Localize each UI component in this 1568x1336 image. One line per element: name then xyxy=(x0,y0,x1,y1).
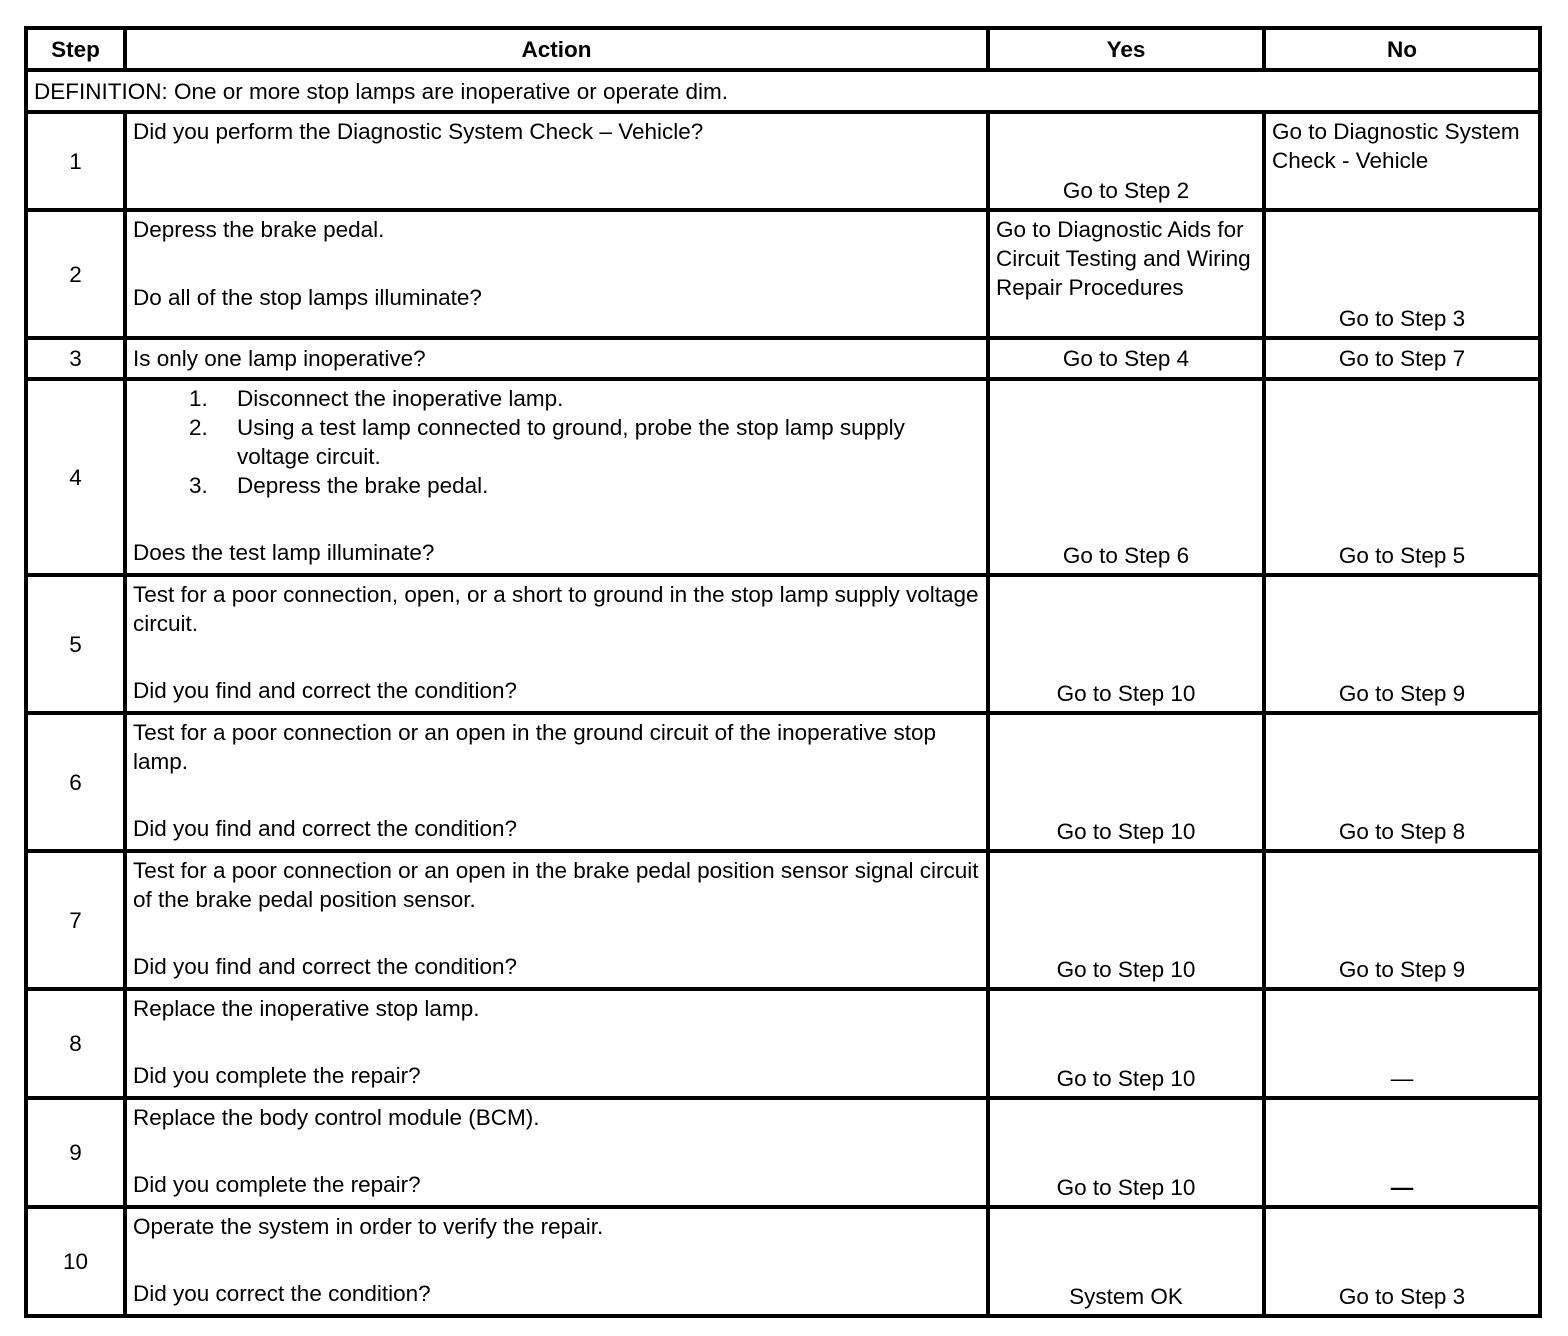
yes-result: Go to Step 10 xyxy=(988,1098,1264,1207)
diagnostic-table-wrapper xyxy=(24,26,1542,1318)
table-row xyxy=(26,112,1540,210)
header-yes: Yes xyxy=(988,28,1264,70)
action-text xyxy=(125,1098,988,1207)
substep-number: 1. xyxy=(189,386,208,411)
action-text xyxy=(125,379,988,575)
yes-result: Go to Step 6 xyxy=(988,379,1264,575)
no-result: Go to Step 9 xyxy=(1264,851,1540,989)
yes-result: Go to Step 10 xyxy=(988,851,1264,989)
substep-number: 2. xyxy=(189,415,208,440)
definition-row xyxy=(26,70,1540,112)
step-number: 3 xyxy=(26,338,125,379)
diagnostic-table xyxy=(24,26,1542,1318)
table-row xyxy=(26,575,1540,713)
substep-text: Disconnect the inoperative lamp. xyxy=(237,386,564,411)
no-result: Go to Diagnostic System Check - Vehicle xyxy=(1264,112,1540,210)
header-row xyxy=(26,28,1540,70)
action-text xyxy=(125,112,988,210)
yes-result: Go to Step 10 xyxy=(988,989,1264,1098)
table-row xyxy=(26,989,1540,1098)
action-instruction: Operate the system in order to verify the repair. xyxy=(133,1214,604,1239)
action-question: Did you find and correct the condition? xyxy=(133,954,517,979)
yes-result: Go to Step 10 xyxy=(988,713,1264,851)
substep-text: Depress the brake pedal. xyxy=(237,473,489,498)
step-number: 8 xyxy=(26,989,125,1098)
action-text xyxy=(125,851,988,989)
no-result: Go to Step 3 xyxy=(1264,1207,1540,1316)
substep-number: 3. xyxy=(189,473,208,498)
yes-result: Go to Step 2 xyxy=(988,112,1264,210)
action-text xyxy=(125,989,988,1098)
no-result: Go to Step 3 xyxy=(1264,210,1540,338)
step-number: 10 xyxy=(26,1207,125,1316)
no-result: Go to Step 9 xyxy=(1264,575,1540,713)
action-question: Did you find and correct the condition? xyxy=(133,678,517,703)
action-question: Is only one lamp inoperative? xyxy=(133,346,426,371)
action-text xyxy=(125,210,988,338)
list-item xyxy=(189,413,980,471)
step-number: 4 xyxy=(26,379,125,575)
action-question: Did you complete the repair? xyxy=(133,1172,421,1197)
action-instruction: Test for a poor connection or an open in the ground circuit of the inoperative stop lamp. xyxy=(133,720,937,774)
substep-text: Using a test lamp connected to ground, probe the stop lamp supply voltage circuit. xyxy=(237,415,905,469)
step-number: 9 xyxy=(26,1098,125,1207)
header-action: Action xyxy=(125,28,988,70)
list-item xyxy=(189,384,980,413)
table-row xyxy=(26,851,1540,989)
yes-result: System OK xyxy=(988,1207,1264,1316)
yes-result: Go to Diagnostic Aids for Circuit Testing and Wiring Repair Procedures xyxy=(988,210,1264,338)
action-instruction: Replace the body control module (BCM). xyxy=(133,1105,540,1130)
action-instruction: Test for a poor connection, open, or a short to ground in the stop lamp supply voltage circuit. xyxy=(133,582,979,636)
definition-text: DEFINITION: One or more stop lamps are inoperative or operate dim. xyxy=(26,70,1540,112)
action-instruction: Replace the inoperative stop lamp. xyxy=(133,996,480,1021)
table-row xyxy=(26,713,1540,851)
no-result: Go to Step 7 xyxy=(1264,338,1540,379)
table-row xyxy=(26,379,1540,575)
step-number: 2 xyxy=(26,210,125,338)
action-instruction: Depress the brake pedal. xyxy=(133,217,385,242)
action-text xyxy=(125,713,988,851)
action-instruction: Test for a poor connection or an open in the brake pedal position sensor signal circuit of the brake pedal position sensor. xyxy=(133,858,979,912)
step-number: 6 xyxy=(26,713,125,851)
list-item xyxy=(189,471,980,500)
no-result: — xyxy=(1264,989,1540,1098)
yes-result: Go to Step 4 xyxy=(988,338,1264,379)
action-text xyxy=(125,338,988,379)
action-question: Did you perform the Diagnostic System Check – Vehicle? xyxy=(133,119,704,144)
action-question: Did you complete the repair? xyxy=(133,1063,421,1088)
step-number: 7 xyxy=(26,851,125,989)
header-no: No xyxy=(1264,28,1540,70)
table-row xyxy=(26,338,1540,379)
step-number: 1 xyxy=(26,112,125,210)
table-row xyxy=(26,1098,1540,1207)
table-row xyxy=(26,210,1540,338)
no-result: Go to Step 8 xyxy=(1264,713,1540,851)
substep-list xyxy=(133,384,980,500)
yes-result: Go to Step 10 xyxy=(988,575,1264,713)
header-step: Step xyxy=(26,28,125,70)
action-question: Does the test lamp illuminate? xyxy=(133,540,435,565)
action-question: Did you find and correct the condition? xyxy=(133,816,517,841)
step-number: 5 xyxy=(26,575,125,713)
action-question: Do all of the stop lamps illuminate? xyxy=(133,285,482,310)
action-question: Did you correct the condition? xyxy=(133,1281,431,1306)
action-text xyxy=(125,575,988,713)
no-result: — xyxy=(1264,1098,1540,1207)
action-text xyxy=(125,1207,988,1316)
no-result: Go to Step 5 xyxy=(1264,379,1540,575)
table-row xyxy=(26,1207,1540,1316)
